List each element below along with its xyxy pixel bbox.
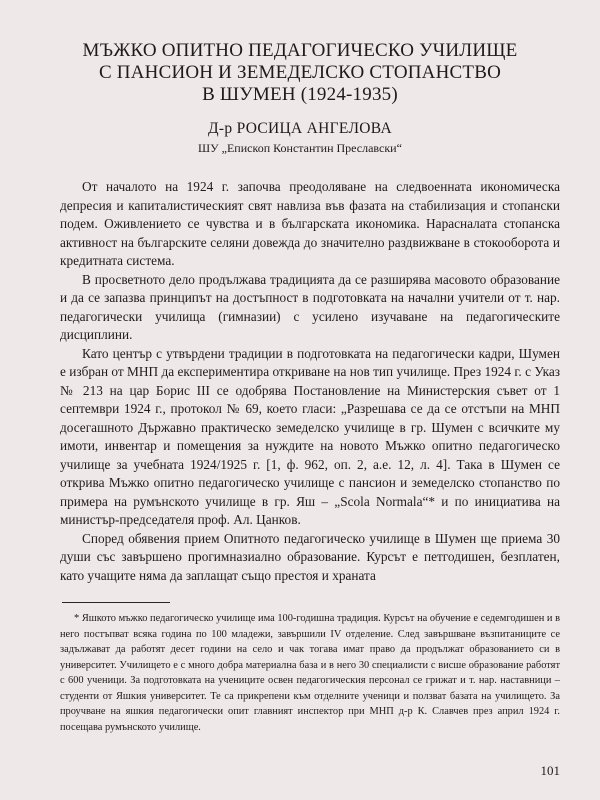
title-line: С ПАНСИОН И ЗЕМЕДЕЛСКО СТОПАНСТВО [98, 62, 501, 83]
footnote-text: * Яшкото мъжко педагогическо училище има 100-годишна традиция. Курсът на обучение е седемгодишен и в него постъпват всяка година по 100 младежи, завършили IV отделение. След завършване възпитаниците се задължават да работят десет години на село и чак тогава имат право да продължат образованието си в университет. Училището е с много добра материална база и в него 30 специалисти с висше образование работят с 600 ученици. За подготовката на учениците освен педагогическия персонал се грижат и т. нар. наставници – студенти от Яшкия университет. Те са прикрепени към отделните ученици и ползват базата на училището. За проучване на яшкия педагогически опит главният инспектор при МНП д-р К. Славчев през април 1924 г. посещава румънското училище. [60, 613, 560, 733]
author-affiliation: ШУ „Епископ Константин Преславски“ [198, 141, 402, 155]
footnote-separator [62, 602, 170, 603]
title-line: МЪЖКО ОПИТНО ПЕДАГОГИЧЕСКО УЧИЛИЩЕ [82, 40, 518, 61]
paragraph: От началото на 1924 г. започва преодоляване на следвоенната икономическа депресия и капиталистическият свят навлиза във фазата на стабилизация и стопански подем. Оживлението се чувства и в българската икономика. Нарасналата стопанска активност на българските селяни довежда до значително раздвижване в стокооборота и кредитната система. [60, 179, 560, 268]
author-name: Д-р РОСИЦА АНГЕЛОВА [208, 120, 392, 137]
title-line: В ШУМЕН (1924-1935) [202, 84, 398, 105]
article-title [40, 40, 560, 106]
footnote [60, 611, 560, 735]
paragraph: В просветното дело продължава традицията да се разширява масовото образование и да се запазва принципът на достъпност в подготовката на начални учители от т. нар. педагогически училища (гимназии) с усилено изучаване на педагогическите дисциплини. [60, 271, 560, 342]
paragraph: Като център с утвърдени традиции в подготовката на педагогически кадри, Шумен е избран от МНП да експериментира откриване на нов тип училище. През 1924 г. с Указ № 213 на цар Борис III се одобрява Постановление на Министерския съвет от 1 септември 1924 г., протокол № 69, което гласи: „Разрешава се да се отстъпи на МНП досегашното Държавно практическо земеделско училище в гр. Шумен с всичките му имоти, инвентар и помещения за нуждите на новото Мъжко опитно педагогическо училище за учебната 1924/1925 г. [1, ф. 962, оп. 2, а.е. 12, л. 4]. Така в Шумен се открива Мъжко опитно педагогическо училище с пансион и земеделско стопанство по примера на румънското училище в гр. Яш – „Scola Normala“* и по инициатива на министър-председателя проф. Ал. Цанков. [60, 345, 560, 527]
article-body [60, 178, 560, 585]
page-number: 101 [540, 763, 560, 778]
paragraph: Според обявения прием Опитното педагогическо училище в Шумен ще приема 30 души със завършено прогимназиално образование. Курсът е петгодишен, безплатен, като учащите няма да заплащат също престоя и храната [60, 530, 560, 583]
